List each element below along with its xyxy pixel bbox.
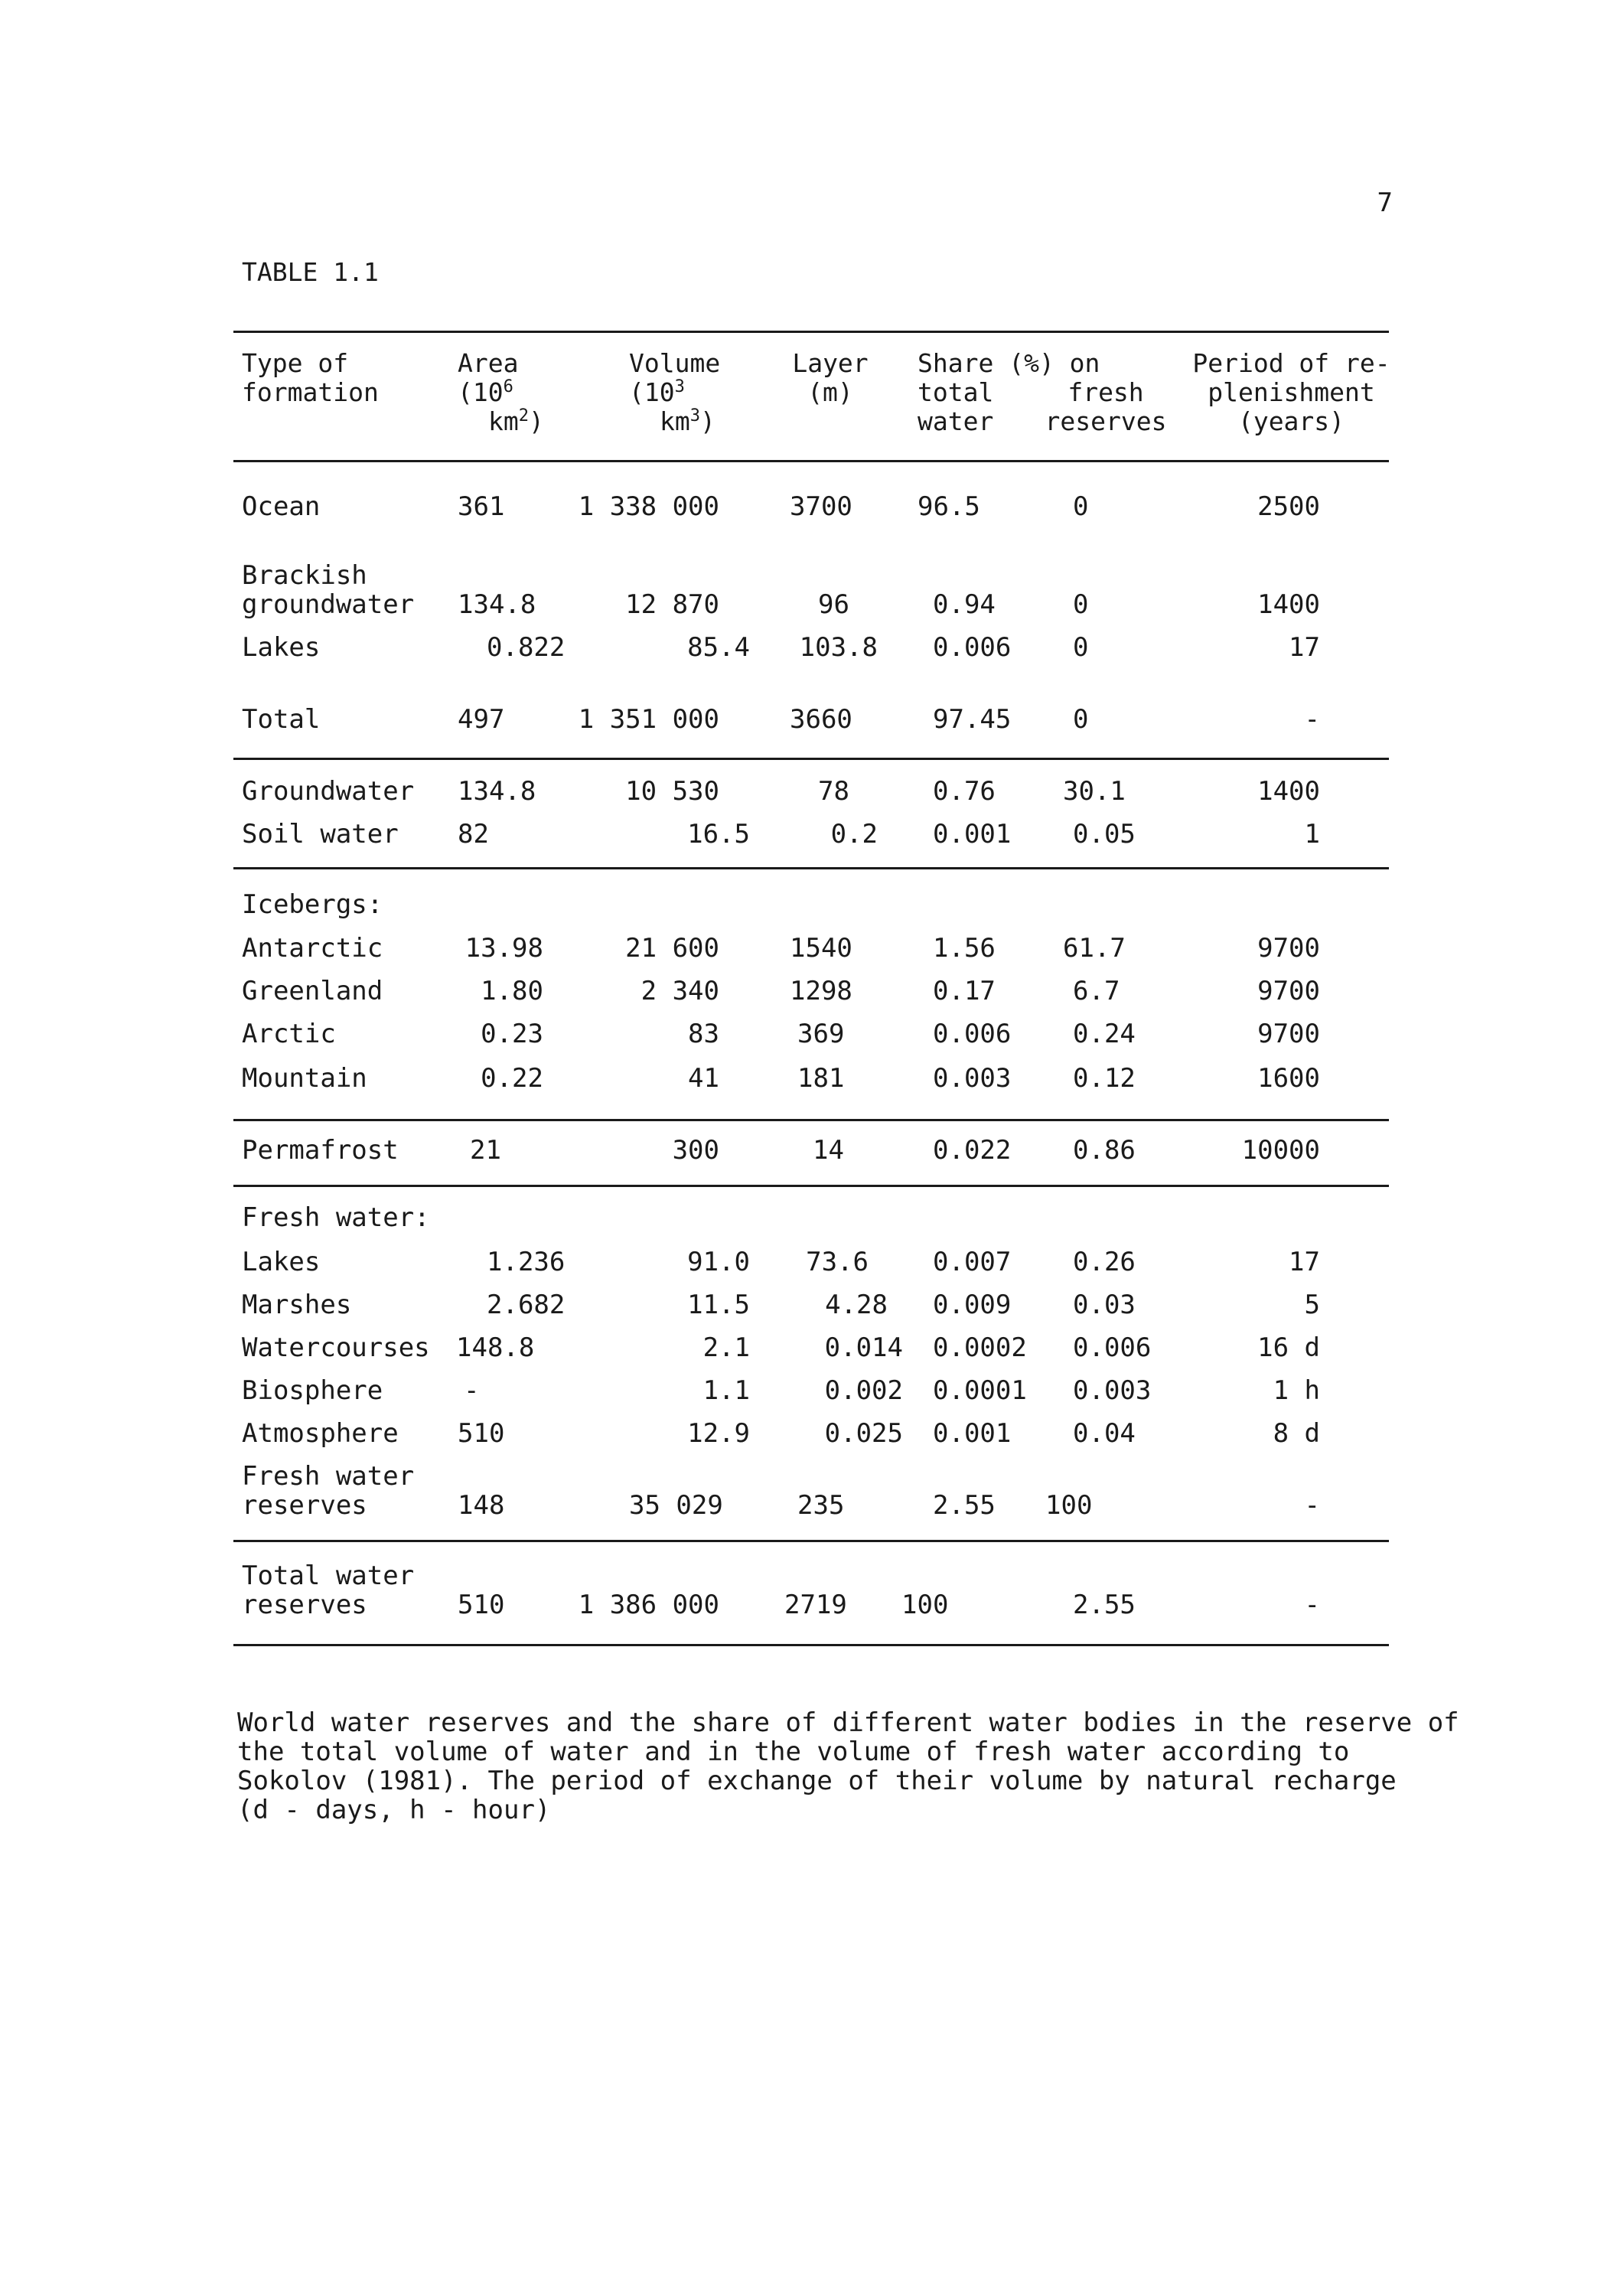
section-rule	[233, 1185, 1389, 1187]
row-name: Marshes	[242, 1290, 352, 1320]
area-cell: 2.682	[487, 1290, 566, 1320]
share-fresh-cell: 61.7	[1063, 933, 1126, 964]
share-total-cell: 1.56	[933, 933, 996, 964]
share-fresh-cell: 2.55	[1073, 1590, 1136, 1620]
volume-cell: 1 386 000	[578, 1590, 719, 1620]
row-name: Soil water	[242, 819, 399, 850]
area-cell: 510	[458, 1590, 505, 1620]
row-name: Fresh water reserves	[242, 1461, 415, 1521]
share-total-cell: 0.94	[933, 589, 996, 620]
area-cell: 0.822	[487, 632, 566, 663]
layer-cell: 0.014	[824, 1332, 903, 1363]
area-cell: 134.8	[458, 589, 536, 620]
header-layer: Layer (m)	[792, 348, 869, 407]
volume-cell: 1.1	[702, 1375, 750, 1406]
share-total-cell: 0.0002	[933, 1332, 1027, 1363]
share-total-cell: 0.003	[933, 1063, 1012, 1094]
period-cell: 1400	[1257, 776, 1320, 807]
share-total-cell: 0.0001	[933, 1375, 1027, 1406]
layer-cell: 96	[818, 589, 849, 620]
layer-cell: 103.8	[799, 632, 878, 663]
share-fresh-cell: 0.86	[1073, 1135, 1136, 1166]
period-cell: 5	[1304, 1290, 1320, 1320]
share-fresh-cell: 0.006	[1073, 1332, 1152, 1363]
period-cell: 1400	[1257, 589, 1320, 620]
layer-cell: 235	[797, 1490, 845, 1521]
row-name: Permafrost	[242, 1135, 399, 1166]
area-cell: 497	[458, 704, 505, 735]
share-fresh-cell: 6.7	[1073, 976, 1120, 1006]
layer-cell: 14	[813, 1135, 844, 1166]
period-cell: 1 h	[1273, 1375, 1320, 1406]
area-cell: 361	[458, 491, 505, 522]
area-cell: 148.8	[456, 1332, 535, 1363]
row-name: Brackish groundwater	[242, 560, 415, 620]
header-share-fresh: fresh reserves	[1045, 377, 1167, 436]
section-heading: Fresh water:	[242, 1202, 430, 1233]
period-cell: 1600	[1257, 1063, 1320, 1094]
volume-cell: 1 351 000	[578, 704, 719, 735]
share-fresh-cell: 0.003	[1073, 1375, 1152, 1406]
volume-cell: 12.9	[687, 1418, 750, 1449]
period-cell: 17	[1289, 632, 1320, 663]
period-cell: 10000	[1241, 1135, 1320, 1166]
layer-cell: 369	[797, 1019, 845, 1049]
share-fresh-cell: 0.05	[1073, 819, 1136, 850]
row-name: Greenland	[242, 976, 383, 1006]
share-fresh-cell: 0.04	[1073, 1418, 1136, 1449]
share-total-cell: 0.007	[933, 1247, 1012, 1277]
period-cell: -	[1304, 1490, 1320, 1521]
period-cell: 16 d	[1257, 1332, 1320, 1363]
volume-cell: 21 600	[625, 933, 719, 964]
area-cell: 1.80	[481, 976, 543, 1006]
share-total-cell: 96.5	[918, 491, 980, 522]
layer-cell: 0.025	[824, 1418, 903, 1449]
share-total-cell: 2.55	[933, 1490, 996, 1521]
bottom-rule	[233, 1644, 1389, 1646]
share-fresh-cell: 0.26	[1073, 1247, 1136, 1277]
row-name: Antarctic	[242, 933, 383, 964]
share-total-cell: 0.006	[933, 1019, 1012, 1049]
volume-cell: 16.5	[687, 819, 750, 850]
area-cell: 13.98	[464, 933, 543, 964]
period-cell: 9700	[1257, 976, 1320, 1006]
layer-cell: 1298	[790, 976, 852, 1006]
share-fresh-cell: 0.24	[1073, 1019, 1136, 1049]
row-name: Arctic	[242, 1019, 336, 1049]
share-total-cell: 0.001	[933, 819, 1012, 850]
row-name: Biosphere	[242, 1375, 383, 1406]
row-name: Groundwater	[242, 776, 415, 807]
page-number: 7	[1377, 188, 1393, 218]
volume-cell: 91.0	[687, 1247, 750, 1277]
header-share-total: total water	[918, 377, 994, 436]
share-total-cell: 0.17	[933, 976, 996, 1006]
area-cell: 134.8	[458, 776, 536, 807]
volume-cell: 2 340	[641, 976, 719, 1006]
period-cell: -	[1304, 704, 1320, 735]
row-name: Lakes	[242, 632, 321, 663]
period-cell: 17	[1289, 1247, 1320, 1277]
share-fresh-cell: 0.03	[1073, 1290, 1136, 1320]
layer-cell: 2719	[784, 1590, 847, 1620]
volume-cell: 300	[672, 1135, 719, 1166]
share-fresh-cell: 0	[1073, 632, 1089, 663]
volume-cell: 83	[688, 1019, 719, 1049]
row-name: Watercourses	[242, 1332, 430, 1363]
area-cell: 21	[470, 1135, 501, 1166]
row-name: Total	[242, 704, 321, 735]
layer-cell: 78	[818, 776, 849, 807]
volume-cell: 1 338 000	[578, 491, 719, 522]
layer-cell: 73.6	[806, 1247, 869, 1277]
table-label: TABLE 1.1	[242, 257, 379, 287]
period-cell: -	[1304, 1590, 1320, 1620]
header-type-formation: Type of formation	[242, 348, 379, 407]
header-period: Period of re- plenishment (years)	[1192, 348, 1390, 436]
share-fresh-cell: 0	[1073, 589, 1089, 620]
volume-cell: 11.5	[687, 1290, 750, 1320]
volume-cell: 10 530	[625, 776, 719, 807]
area-cell: 0.23	[481, 1019, 543, 1049]
header-rule	[233, 460, 1389, 462]
share-fresh-cell: 0	[1073, 704, 1089, 735]
area-cell: 148	[458, 1490, 505, 1521]
area-cell: 82	[458, 819, 489, 850]
share-fresh-cell: 100	[1045, 1490, 1093, 1521]
volume-cell: 12 870	[625, 589, 719, 620]
period-cell: 1	[1304, 819, 1320, 850]
layer-cell: 0.2	[830, 819, 878, 850]
share-total-cell: 0.76	[933, 776, 996, 807]
volume-cell: 85.4	[687, 632, 750, 663]
period-cell: 8 d	[1273, 1418, 1320, 1449]
share-total-cell: 0.022	[933, 1135, 1012, 1166]
share-fresh-cell: 30.1	[1063, 776, 1126, 807]
header-volume: Volume ($10^3$ $km^3$)	[629, 348, 721, 436]
header-area: Area ($10^6$ $km^2$)	[458, 348, 544, 436]
share-total-cell: 100	[901, 1590, 949, 1620]
layer-cell: 4.28	[825, 1290, 888, 1320]
section-rule	[233, 867, 1389, 869]
share-total-cell: 0.006	[933, 632, 1012, 663]
row-name: Lakes	[242, 1247, 321, 1277]
volume-cell: 2.1	[702, 1332, 750, 1363]
area-cell: -	[464, 1375, 480, 1406]
share-total-cell: 0.001	[933, 1418, 1012, 1449]
period-cell: 9700	[1257, 933, 1320, 964]
layer-cell: 1540	[790, 933, 852, 964]
volume-cell: 41	[688, 1063, 719, 1094]
section-heading: Icebergs:	[242, 889, 383, 920]
share-total-cell: 0.009	[933, 1290, 1012, 1320]
table-caption: World water reserves and the share of different water bodies in the reserve of the total volume of water and in the volume of fresh water according to Sokolov (1981). The period of exchange of their volume by natural recharge (d - days, h - hour)	[237, 1707, 1459, 1825]
top-rule	[233, 331, 1389, 333]
share-fresh-cell: 0	[1073, 491, 1089, 522]
volume-cell: 35 029	[629, 1490, 723, 1521]
row-name: Atmosphere	[242, 1418, 399, 1449]
share-fresh-cell: 0.12	[1073, 1063, 1136, 1094]
row-name: Ocean	[242, 491, 321, 522]
period-cell: 9700	[1257, 1019, 1320, 1049]
section-rule	[233, 1119, 1389, 1121]
row-name: Total water reserves	[242, 1561, 415, 1620]
row-name: Mountain	[242, 1063, 367, 1094]
area-cell: 1.236	[487, 1247, 566, 1277]
layer-cell: 3700	[790, 491, 852, 522]
layer-cell: 0.002	[824, 1375, 903, 1406]
layer-cell: 181	[797, 1063, 845, 1094]
section-rule	[233, 758, 1389, 760]
layer-cell: 3660	[790, 704, 852, 735]
period-cell: 2500	[1257, 491, 1320, 522]
area-cell: 0.22	[481, 1063, 543, 1094]
header-share: Share (%) on	[918, 348, 1100, 378]
share-total-cell: 97.45	[933, 704, 1012, 735]
area-cell: 510	[458, 1418, 505, 1449]
section-rule	[233, 1540, 1389, 1542]
